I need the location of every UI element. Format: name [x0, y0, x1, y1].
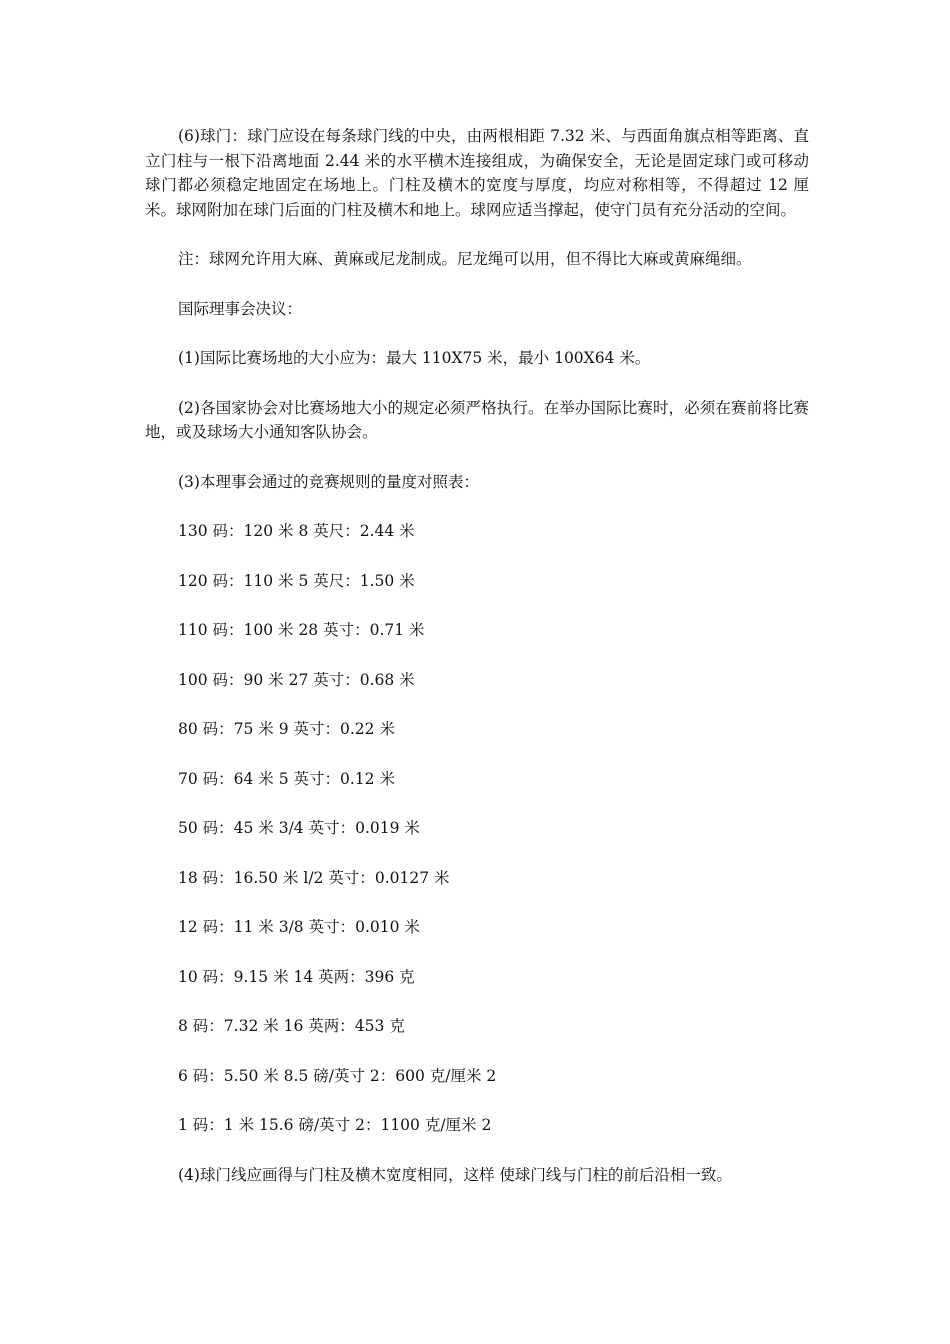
measurement-row: 10 码：9.15 米 14 英两：396 克: [178, 967, 415, 986]
measurement-row: 100 码：90 米 27 英寸：0.68 米: [178, 670, 415, 689]
measurement-row: 120 码：110 米 5 英尺：1.50 米: [178, 571, 415, 590]
measurement-row: 50 码：45 米 3/4 英寸：0.019 米: [178, 819, 420, 837]
measurement-row: 130 码：120 米 8 英尺：2.44 米: [178, 522, 415, 540]
measurement-row: 18 码：16.50 米 l/2 英寸：0.0127 米: [178, 868, 450, 887]
paragraph-decision-2: (2)各国家协会对比赛场地大小的规定必须严格执行。在举办国际比赛时，必须在赛前将比赛地，或及球场大小通知客队协会。: [145, 398, 809, 441]
document-body: [145, 124, 809, 1212]
measurement-row: 6 码：5.50 米 8.5 磅/英寸 2：600 克/厘米 2: [178, 1066, 497, 1085]
paragraph-board-decision-heading: 国际理事会决议：: [178, 299, 303, 318]
measurement-row: 70 码：64 米 5 英寸：0.12 米: [178, 769, 395, 788]
measurement-row: 110 码：100 米 28 英寸：0.71 米: [178, 621, 425, 639]
paragraph-goal-rules: (6)球门：球门应设在每条球门线的中央，由两根相距 7.32 米、与西面角旗点相等距离、直立门柱与一根下沿离地面 2.44 米的水平横木连接组成，为确保安全，无论是固定球门或可移动球门都必须稳定地固定在场地上。门柱及横木的宽度与厚度，均应对称相等，不得超过 12 厘米。球网附加在球门后面的门柱及横木和地上。球网应适当撑起，使守门员有充分活动的空间。: [145, 127, 809, 219]
measurement-row: 12 码：11 米 3/8 英寸：0.010 米: [178, 918, 420, 936]
paragraph-decision-4: (4)球门线应画得与门柱及横木宽度相同，这样 使球门线与门柱的前后沿相一致。: [178, 1165, 732, 1184]
measurement-row: 8 码：7.32 米 16 英两：453 克: [178, 1017, 405, 1035]
measurement-row: 1 码：1 米 15.6 磅/英寸 2：1100 克/厘米 2: [178, 1116, 492, 1134]
paragraph-decision-1: (1)国际比赛场地的大小应为：最大 110X75 米，最小 100X64 米。: [178, 349, 651, 367]
paragraph-decision-3: (3)本理事会通过的竞赛规则的量度对照表：: [178, 472, 479, 491]
paragraph-net-note: 注：球网允许用大麻、黄麻或尼龙制成。尼龙绳可以用，但不得比大麻或黄麻绳细。: [178, 250, 752, 268]
measurement-row: 80 码：75 米 9 英寸：0.22 米: [178, 720, 395, 738]
